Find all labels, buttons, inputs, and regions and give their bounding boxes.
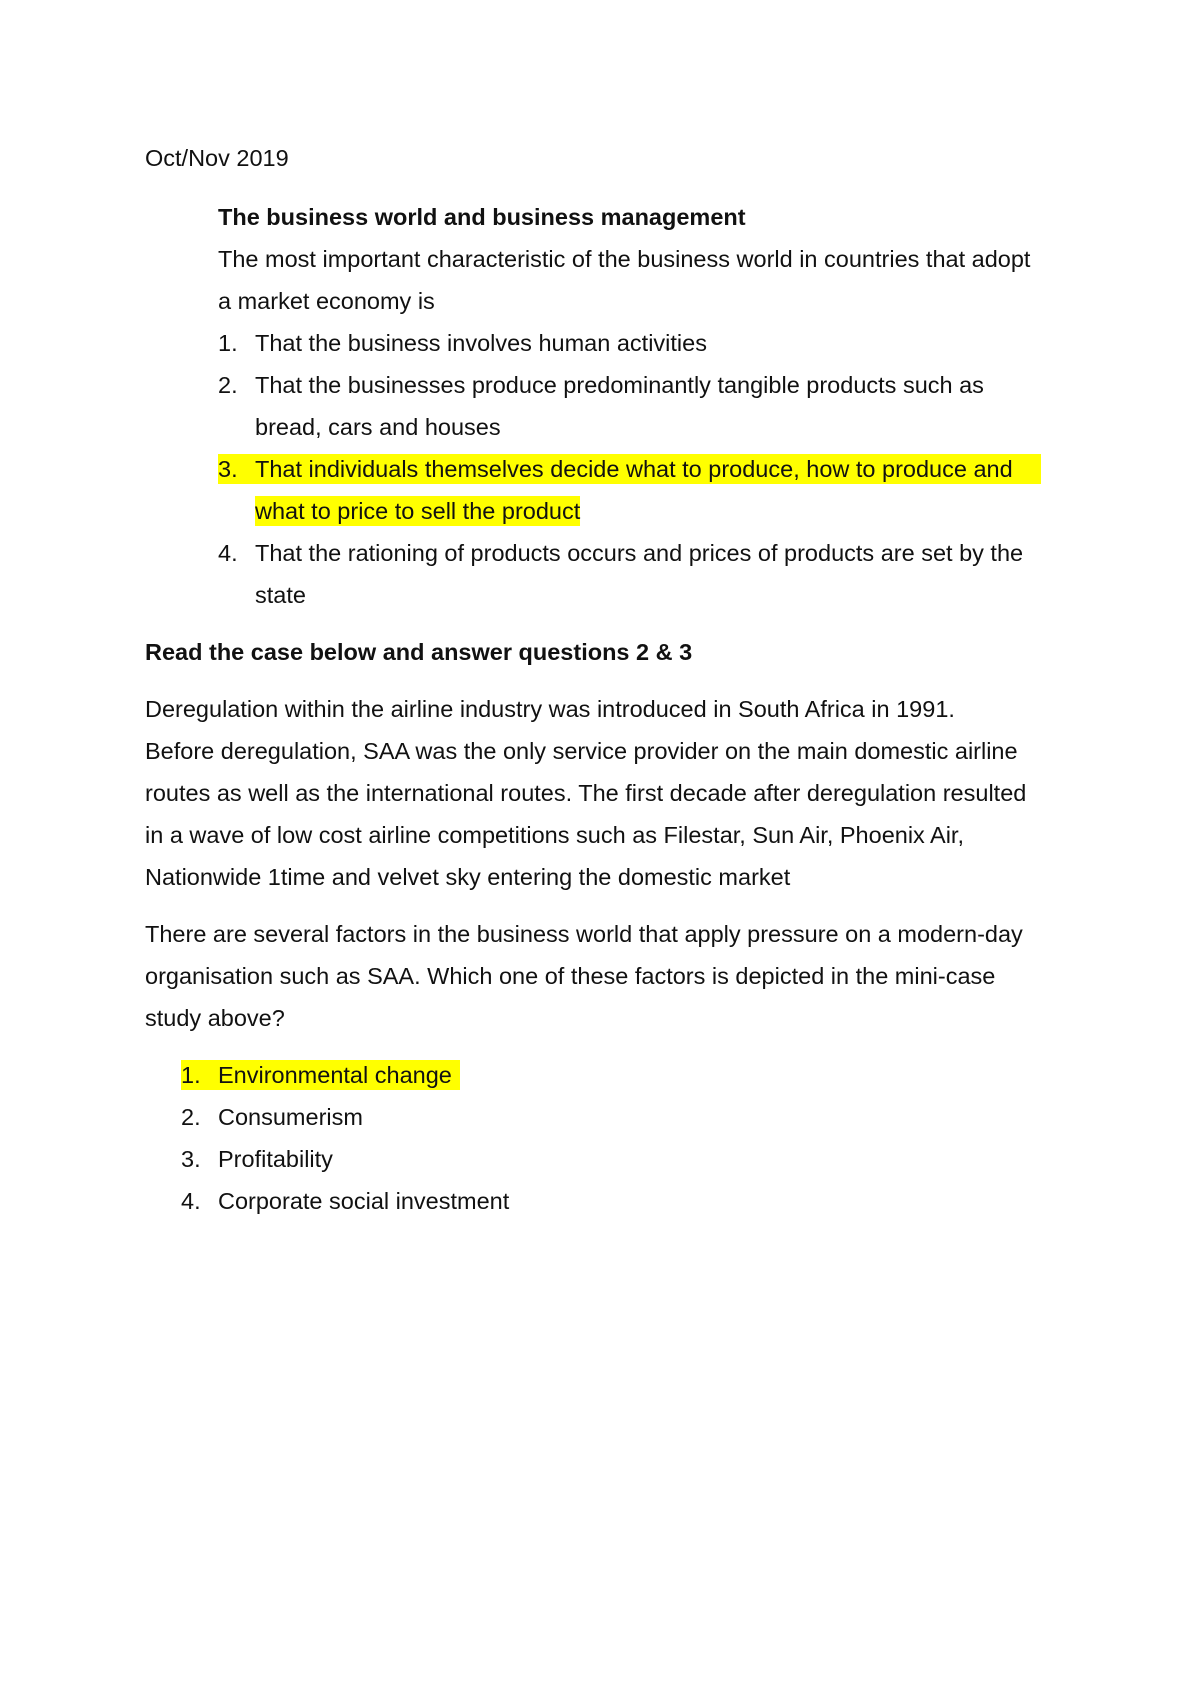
option-text: That the business involves human activities [255,330,707,356]
section1-question-line: The most important characteristic of the business world in countries that adopt [218,246,1031,272]
option-number: 3. [218,456,238,482]
section2-question-line: organisation such as SAA. Which one of these factors is depicted in the mini-case [145,963,996,989]
section2-heading: Read the case below and answer questions 2 & 3 [145,639,693,665]
option-number: 2. [218,372,238,398]
option-number: 2. [181,1104,201,1130]
section2-question-line: There are several factors in the business world that apply pressure on a modern-day [145,921,1023,947]
option-text: Environmental change [218,1062,452,1088]
case-line: Before deregulation, SAA was the only service provider on the main domestic airline [145,738,1018,764]
option-text-continuation: state [255,582,306,608]
section2-question-line: study above? [145,1005,285,1031]
option-text: That individuals themselves decide what to produce, how to produce and [255,456,1013,482]
section1-heading: The business world and business management [218,204,746,230]
exam-date: Oct/Nov 2019 [145,145,289,171]
option-number: 1. [181,1062,201,1088]
option-number: 3. [181,1146,201,1172]
option-number: 4. [181,1188,201,1214]
case-line: routes as well as the international routes. The first decade after deregulation resulted [145,780,1027,806]
case-line: Deregulation within the airline industry was introduced in South Africa in 1991. [145,696,955,722]
option-text-continuation: bread, cars and houses [255,414,501,440]
option-text: Consumerism [218,1104,363,1130]
option-text-continuation: what to price to sell the product [255,498,581,524]
case-line: in a wave of low cost airline competitions such as Filestar, Sun Air, Phoenix Air, [145,822,964,848]
option-text: That the rationing of products occurs and prices of products are set by the [255,540,1024,566]
case-line: Nationwide 1time and velvet sky entering the domestic market [145,864,791,890]
option-text: That the businesses produce predominantly tangible products such as [255,372,984,398]
option-text: Corporate social investment [218,1188,510,1214]
option-number: 1. [218,330,238,356]
option-number: 4. [218,540,238,566]
option-text: Profitability [218,1146,333,1172]
section1-question-line: a market economy is [218,288,435,314]
